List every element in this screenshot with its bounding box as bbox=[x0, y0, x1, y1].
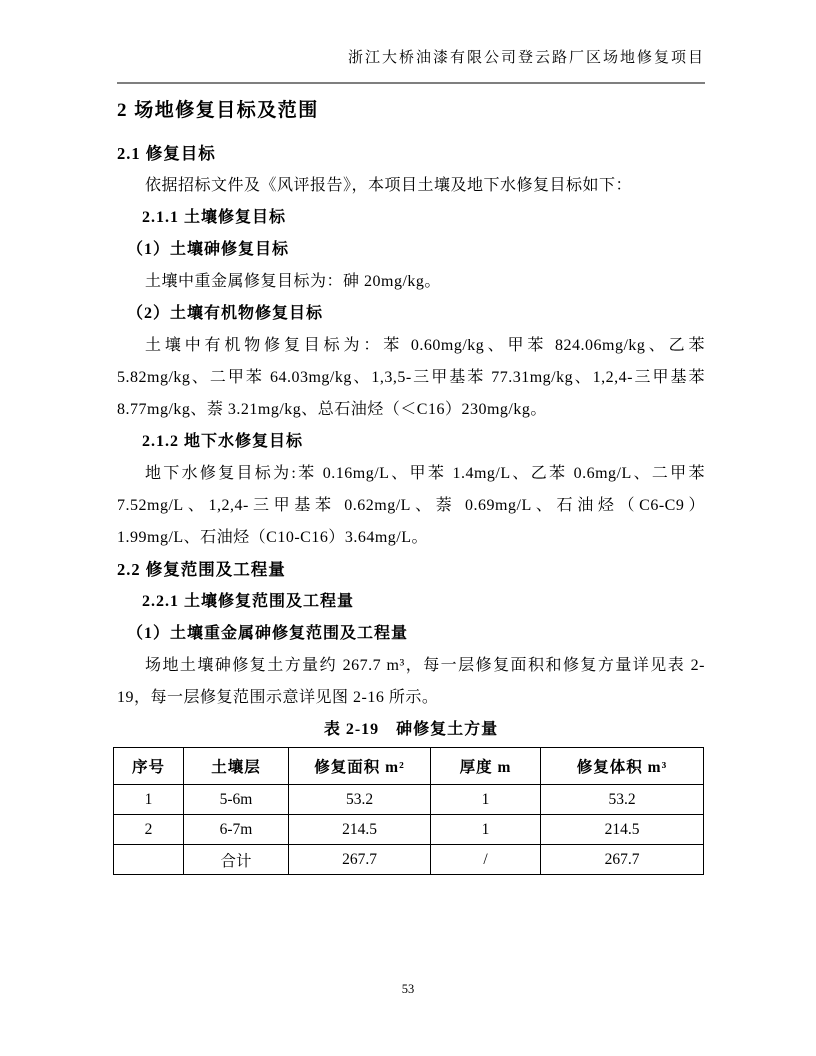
table-cell: 267.7 bbox=[289, 845, 431, 875]
table-cell: 53.2 bbox=[289, 785, 431, 815]
table-cell: 2 bbox=[114, 815, 184, 845]
soil-metal-target-paragraph: 土壤中重金属修复目标为：砷 20mg/kg。 bbox=[145, 273, 441, 290]
soil-organic-target-paragraph: 土壤中有机物修复目标为：苯 0.60mg/kg、甲苯 824.06mg/kg、乙苯 5.82mg/kg、二甲苯 64.03mg/kg、1,3,5-三甲基苯 77.31mg/kg、1,2,4-三甲基苯 8.77mg/kg、萘 3.21mg/kg、总石油烃（＜C16）230mg/kg。 bbox=[117, 337, 705, 418]
running-header bbox=[117, 48, 705, 84]
table-cell: 6-7m bbox=[184, 815, 289, 845]
table-row-total bbox=[114, 845, 704, 875]
arsenic-volume-paragraph: 场地土壤砷修复土方量约 267.7 m³，每一层修复面积和修复方量详见表 2-19，每一层修复范围示意详见图 2-16 所示。 bbox=[117, 657, 705, 706]
arsenic-volume-table bbox=[113, 747, 704, 875]
table-cell: 1 bbox=[431, 815, 541, 845]
section-2-2-heading: 2.2 修复范围及工程量 bbox=[117, 560, 286, 579]
arsenic-scope-heading: （1）土壤重金属砷修复范围及工程量 bbox=[127, 625, 409, 642]
table-cell: 5-6m bbox=[184, 785, 289, 815]
column-header-thickness: 厚度 m bbox=[431, 748, 541, 785]
section-2-1-2-heading: 2.1.2 地下水修复目标 bbox=[142, 433, 304, 450]
column-header-soil-layer: 土壤层 bbox=[184, 748, 289, 785]
soil-organic-target-heading: （2）土壤有机物修复目标 bbox=[127, 305, 324, 322]
section-2-1-heading: 2.1 修复目标 bbox=[117, 144, 216, 163]
table-cell: 267.7 bbox=[541, 845, 704, 875]
table-cell: / bbox=[431, 845, 541, 875]
table-2-19-caption: 表 2-19 砷修复土方量 bbox=[323, 721, 499, 738]
column-header-index: 序号 bbox=[114, 748, 184, 785]
table-cell: 1 bbox=[114, 785, 184, 815]
page-number: 53 bbox=[401, 982, 415, 996]
table-cell: 1 bbox=[431, 785, 541, 815]
table-row bbox=[114, 815, 704, 845]
soil-arsenic-target-heading: （1）土壤砷修复目标 bbox=[127, 241, 290, 258]
table-cell: 214.5 bbox=[541, 815, 704, 845]
table-header-row bbox=[114, 748, 704, 785]
chapter-heading: 2 场地修复目标及范围 bbox=[117, 100, 319, 121]
section-2-1-1-heading: 2.1.1 土壤修复目标 bbox=[142, 209, 287, 226]
column-header-area: 修复面积 m² bbox=[289, 748, 431, 785]
table-cell: 53.2 bbox=[541, 785, 704, 815]
section-2-2-1-heading: 2.2.1 土壤修复范围及工程量 bbox=[142, 593, 355, 610]
table-cell: 合计 bbox=[184, 845, 289, 875]
groundwater-target-paragraph: 地下水修复目标为:苯 0.16mg/L、甲苯 1.4mg/L、乙苯 0.6mg/L、二甲苯 7.52mg/L、1,2,4-三甲基苯 0.62mg/L、萘 0.69mg/L、石油烃（C6-C9）1.99mg/L、石油烃（C10-C16）3.64mg/L。 bbox=[117, 465, 705, 546]
table-row bbox=[114, 785, 704, 815]
header-title: 浙江大桥油漆有限公司登云路厂区场地修复项目 bbox=[347, 50, 705, 66]
table-cell bbox=[114, 845, 184, 875]
table-cell: 214.5 bbox=[289, 815, 431, 845]
column-header-volume: 修复体积 m³ bbox=[541, 748, 704, 785]
intro-paragraph: 依据招标文件及《风评报告》，本项目土壤及地下水修复目标如下： bbox=[145, 177, 633, 194]
